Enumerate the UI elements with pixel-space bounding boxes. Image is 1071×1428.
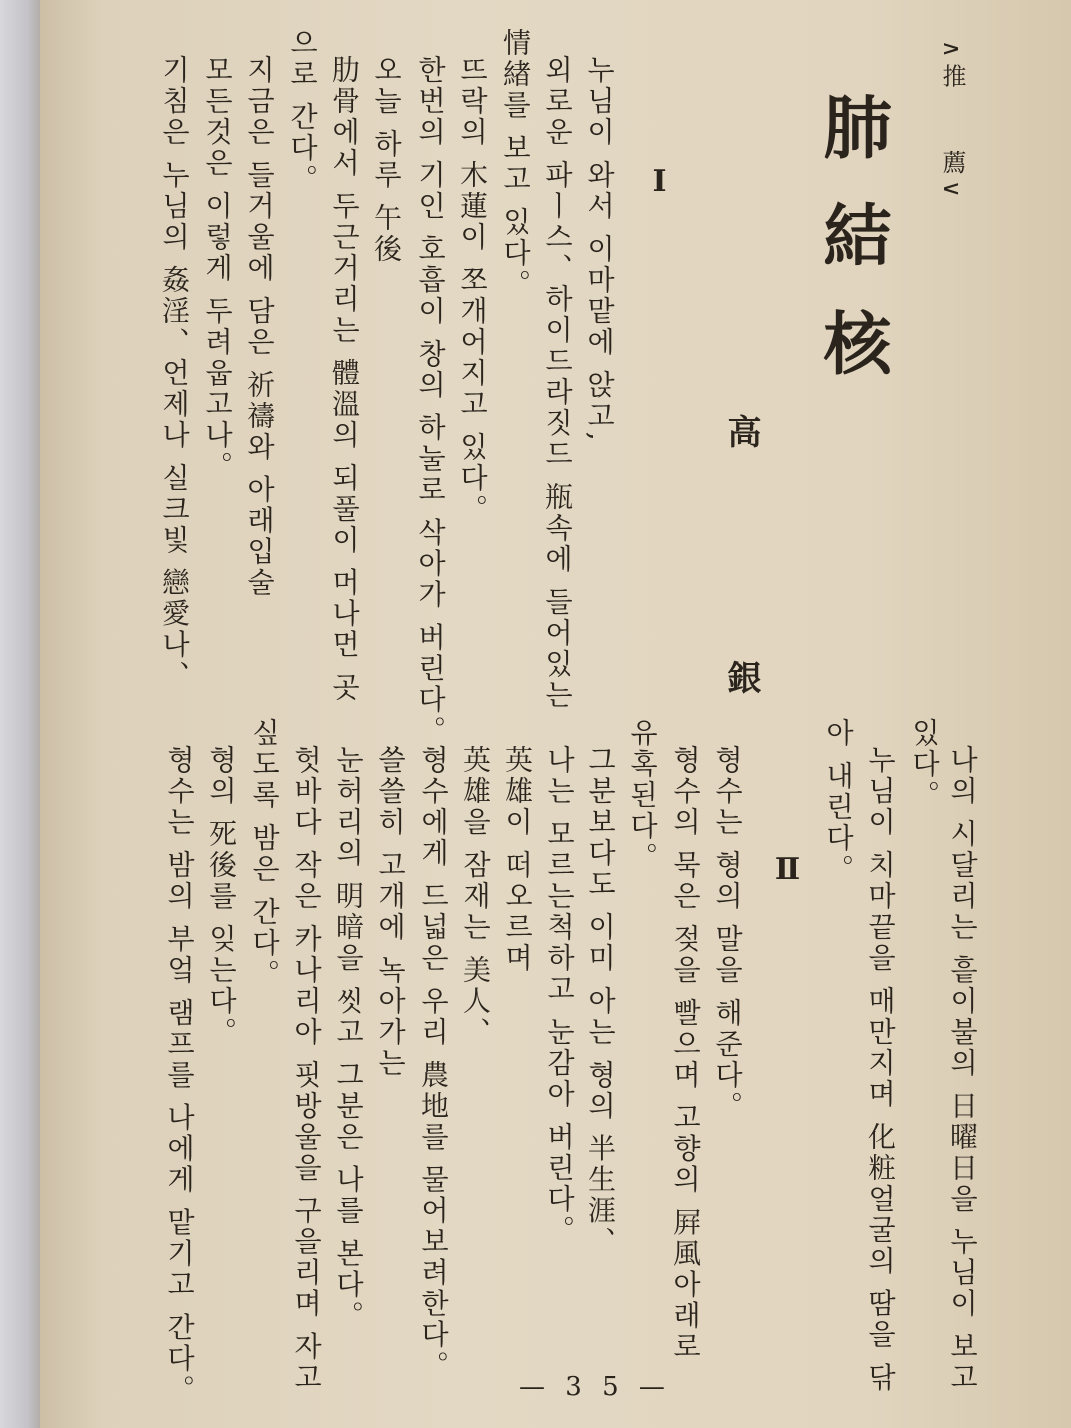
poem-line: 누님이 치마끝을 매만지며 化粧얼굴의 땀을 닦: [864, 745, 897, 1394]
poem-line: 으로 간다。: [286, 28, 319, 195]
section-numeral-two: Ⅱ: [770, 852, 805, 887]
poem-line: 肋骨에서 두근거리는 體溫의 되풀이 머나먼 곳: [328, 55, 361, 704]
poem-line: 英雄을 잠재는 美人、: [459, 745, 492, 1048]
poem-line: 눈허리의 明暗을 씻고 그분은 나를 본다。: [332, 745, 365, 1332]
section-numeral-one: Ⅰ: [642, 164, 677, 199]
poem-line: 형수에게 드넓은 우리 農地를 물어보려한다。: [417, 745, 450, 1382]
poem-line: 유혹된다。: [626, 718, 659, 873]
poem-line: 지금은 들거울에 담은 祈禱와 아래입술: [243, 55, 276, 599]
poem-line: 모든것은 이렇게 두려웁고나。: [201, 55, 234, 482]
poem-line: 아 내린다。: [822, 718, 855, 885]
poem-line: 나는 모르는척하고 눈감아 버린다。: [543, 745, 576, 1246]
poem-line: 형수의 묵은 젖을 빨으며 고향의 屛風아래로: [669, 745, 702, 1363]
poem-line: 뜨락의 木蓮이 쪼개어지고 있다。: [456, 55, 489, 525]
poem-line: 외로운 파ㅣ스、하이드라짓드 瓶속에 들어있는: [541, 55, 574, 711]
recommendation-tag-close: 薦∨: [938, 150, 966, 204]
poem-line: 누님이 와서 이마맡에 앉고,: [583, 55, 616, 444]
poem-line: 그분보다도 이미 아는 형의 半生涯、: [584, 745, 617, 1258]
page-number: — 3 5 —: [519, 1372, 671, 1402]
poem-line: 英雄이 떠오르며: [501, 745, 534, 974]
poem-line: 나의 시달리는 흩이불의 日曜日을 누님이 보고: [946, 745, 979, 1394]
poem-line: 형수는 형의 말을 해준다。: [711, 745, 744, 1122]
recommendation-tag-open: ∧推: [938, 40, 966, 94]
poem-line: 싶도록 밤은 간다。: [248, 718, 281, 990]
poem-title: 肺結核: [812, 92, 892, 416]
poem-line: 쓸쓸히 고개에 녹아가는: [374, 745, 407, 1079]
poem-line: 있다。: [908, 718, 941, 811]
poem-author: 高 銀: [721, 414, 761, 794]
poem-line: 情緖를 보고 있다。: [499, 28, 532, 300]
poem-line: 형수는 밤의 부엌 램프를 나에게 맡기고 간다。: [163, 745, 196, 1406]
poem-line: 헛바다 작은 카나리아 핏방울을 구을리며 자고: [290, 745, 323, 1394]
poem-line: 한번의 기인 호흡이 창의 하눌로 삭아가 버린다。: [414, 55, 447, 747]
poem-line: 오늘 하루 午後: [370, 55, 403, 265]
poem-line: 형의 死後를 잊는다。: [205, 745, 238, 1048]
poem-line: 기침은 누님의 姦淫、언제나 실크빛 戀愛나、: [158, 55, 191, 692]
